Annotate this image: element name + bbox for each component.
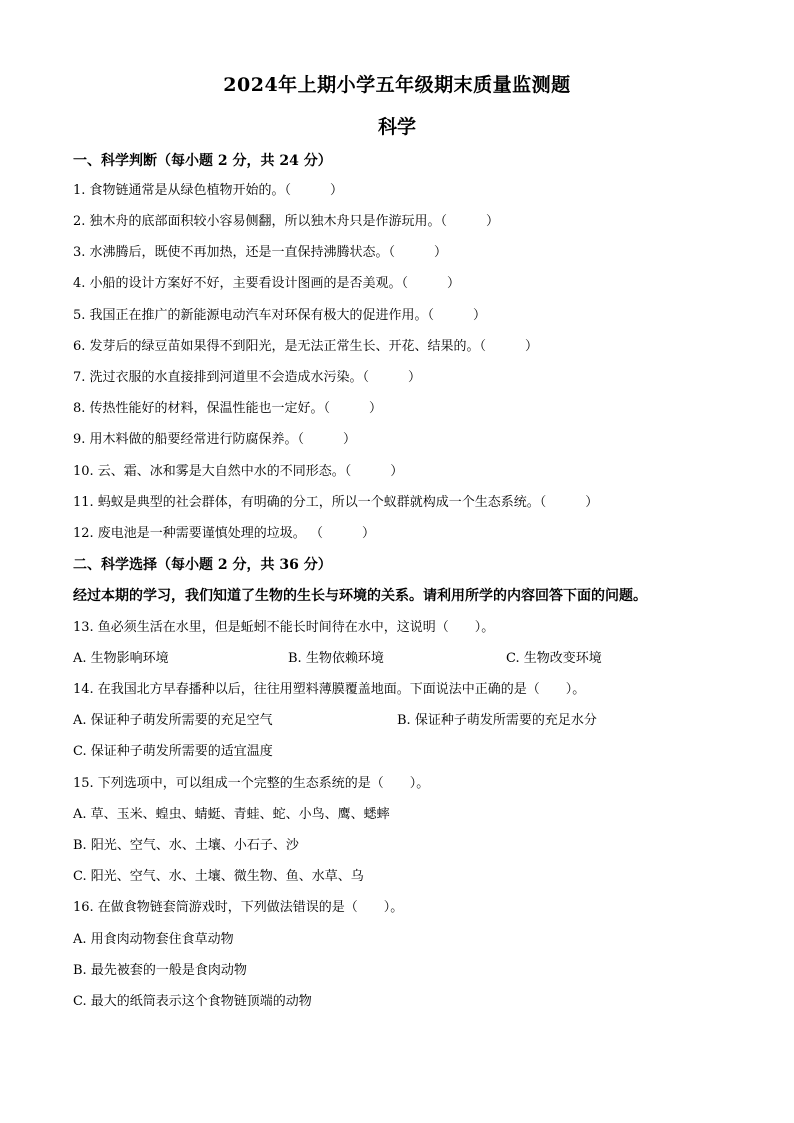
q16-option-b: B. 最先被套的一般是食肉动物 bbox=[73, 963, 247, 978]
question-13: 13. 鱼必须生活在水里，但是蚯蚓不能长时间待在水中，这说明（ ）。 bbox=[73, 620, 495, 635]
question-11: 11. 蚂蚁是典型的社会群体，有明确的分工，所以一个蚁群就构成一个生态系统。（ ） bbox=[73, 495, 599, 510]
question-9: 9. 用木料做的船要经常进行防腐保养。（ ） bbox=[73, 432, 357, 447]
question-8: 8. 传热性能好的材料，保温性能也一定好。（ ） bbox=[73, 401, 383, 416]
question-5: 5. 我国正在推广的新能源电动汽车对环保有极大的促进作用。（ ） bbox=[73, 308, 487, 323]
question-14: 14. 在我国北方早春播种以后，往往用塑料薄膜覆盖地面。下面说法中正确的是（ ）。 bbox=[73, 682, 586, 697]
q16-option-a: A. 用食肉动物套住食草动物 bbox=[73, 932, 234, 947]
section2-intro: 经过本期的学习，我们知道了生物的生长与环境的关系。请利用所学的内容回答下面的问题。 bbox=[73, 588, 647, 604]
exam-title: 2024年上期小学五年级期末质量监测题 bbox=[223, 74, 571, 96]
section1-heading: 一、科学判断（每小题 2 分，共 24 分） bbox=[73, 153, 332, 169]
q13-option-b: B. 生物依赖环境 bbox=[288, 651, 384, 666]
question-12: 12. 废电池是一种需要谨慎处理的垃圾。 （ ） bbox=[73, 526, 375, 541]
q13-option-a: A. 生物影响环境 bbox=[73, 651, 169, 666]
section2-heading: 二、科学选择（每小题 2 分，共 36 分） bbox=[73, 557, 332, 573]
q15-option-c: C. 阳光、空气、水、土壤、微生物、鱼、水草、乌 bbox=[73, 869, 364, 884]
question-15: 15. 下列选项中，可以组成一个完整的生态系统的是（ ）。 bbox=[73, 776, 430, 791]
q15-option-b: B. 阳光、空气、水、土壤、小石子、沙 bbox=[73, 838, 299, 853]
question-3: 3. 水沸腾后，既使不再加热，还是一直保持沸腾状态。（ ） bbox=[73, 245, 448, 260]
question-7: 7. 洗过衣服的水直接排到河道里不会造成水污染。（ ） bbox=[73, 370, 422, 385]
exam-subject: 科学 bbox=[377, 116, 416, 138]
q14-option-b: B. 保证种子萌发所需要的充足水分 bbox=[397, 713, 597, 728]
q14-option-a: A. 保证种子萌发所需要的充足空气 bbox=[73, 713, 273, 728]
question-6: 6. 发芽后的绿豆苗如果得不到阳光，是无法正常生长、开花、结果的。（ ） bbox=[73, 339, 539, 354]
question-4: 4. 小船的设计方案好不好，主要看设计图画的是否美观。（ ） bbox=[73, 276, 461, 291]
question-16: 16. 在做食物链套筒游戏时，下列做法错误的是（ ）。 bbox=[73, 900, 404, 915]
q13-option-c: C. 生物改变环境 bbox=[506, 651, 602, 666]
question-1: 1. 食物链通常是从绿色植物开始的。（ ） bbox=[73, 183, 344, 198]
q16-option-c: C. 最大的纸筒表示这个食物链顶端的动物 bbox=[73, 994, 312, 1009]
question-10: 10. 云、霜、冰和雾是大自然中水的不同形态。（ ） bbox=[73, 464, 404, 479]
question-2: 2. 独木舟的底部面积较小容易侧翻，所以独木舟只是作游玩用。（ ） bbox=[73, 214, 500, 229]
q14-option-c: C. 保证种子萌发所需要的适宜温度 bbox=[73, 744, 273, 759]
q15-option-a: A. 草、玉米、蝗虫、蜻蜓、青蛙、蛇、小鸟、鹰、蟋蟀 bbox=[73, 807, 390, 822]
